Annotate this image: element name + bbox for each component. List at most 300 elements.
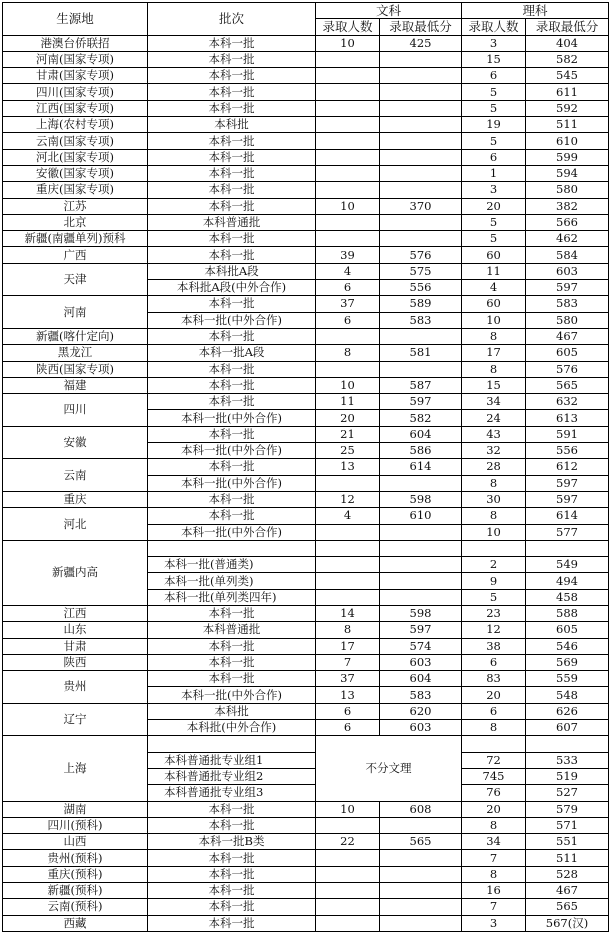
- batch-cell: 本科一批(单列类四年): [148, 589, 316, 605]
- science-min-cell: 467: [526, 883, 609, 899]
- liberal-min-cell: 597: [380, 394, 462, 410]
- science-min-cell: 569: [526, 654, 609, 670]
- liberal-min-cell: 556: [380, 280, 462, 296]
- batch-cell: 本科一批(中外合作): [148, 443, 316, 459]
- science-min-cell: 527: [526, 785, 609, 801]
- table-row: [3, 540, 609, 556]
- science-count-cell: [462, 736, 526, 752]
- table-row: [3, 165, 609, 181]
- liberal-count-cell: [316, 133, 380, 149]
- science-count-cell: 8: [462, 508, 526, 524]
- liberal-count-cell: 13: [316, 459, 380, 475]
- science-count-cell: 8: [462, 361, 526, 377]
- batch-cell: 本科批A段: [148, 263, 316, 279]
- liberal-min-cell: 598: [380, 491, 462, 507]
- liberal-count-cell: [316, 231, 380, 247]
- liberal-min-cell: [380, 850, 462, 866]
- table-row: [3, 345, 609, 361]
- region-cell: 新疆(南疆单列)预科: [3, 231, 148, 247]
- batch-cell: 本科普通批专业组1: [148, 752, 316, 768]
- region-cell: 云南(国家专项): [3, 133, 148, 149]
- region-cell: 重庆: [3, 491, 148, 507]
- liberal-count-cell: 8: [316, 622, 380, 638]
- science-min-cell: 494: [526, 573, 609, 589]
- liberal-min-cell: [380, 165, 462, 181]
- science-min-cell: 594: [526, 165, 609, 181]
- batch-cell: 本科一批: [148, 671, 316, 687]
- liberal-count-cell: 21: [316, 426, 380, 442]
- science-count-cell: 15: [462, 377, 526, 393]
- science-count-cell: 9: [462, 573, 526, 589]
- science-count-cell: 1: [462, 165, 526, 181]
- table-row: [3, 231, 609, 247]
- batch-cell: 本科一批: [148, 35, 316, 51]
- science-count-cell: 60: [462, 296, 526, 312]
- science-count-cell: 8: [462, 720, 526, 736]
- science-min-cell: 580: [526, 312, 609, 328]
- region-cell: 港澳台侨联招: [3, 35, 148, 51]
- batch-cell: 本科普通批专业组3: [148, 785, 316, 801]
- region-cell: 河南: [3, 296, 148, 329]
- science-count-cell: 8: [462, 817, 526, 833]
- liberal-min-cell: 576: [380, 247, 462, 263]
- liberal-min-cell: [380, 524, 462, 540]
- liberal-min-cell: [380, 51, 462, 67]
- liberal-min-cell: [380, 231, 462, 247]
- liberal-count-cell: [316, 850, 380, 866]
- table-body: [3, 35, 609, 931]
- batch-cell: 本科一批: [148, 850, 316, 866]
- science-count-cell: 6: [462, 654, 526, 670]
- liberal-count-cell: 13: [316, 687, 380, 703]
- liberal-count-cell: 10: [316, 198, 380, 214]
- batch-cell: 本科一批: [148, 866, 316, 882]
- science-min-cell: [526, 736, 609, 752]
- science-min-cell: 583: [526, 296, 609, 312]
- science-count-cell: 20: [462, 687, 526, 703]
- science-min-cell: 467: [526, 328, 609, 344]
- region-cell: 黑龙江: [3, 345, 148, 361]
- liberal-min-cell: 603: [380, 720, 462, 736]
- region-cell: 新疆(喀什定向): [3, 328, 148, 344]
- region-cell: 重庆(国家专项): [3, 182, 148, 198]
- region-cell: 广西: [3, 247, 148, 263]
- table-row: [3, 68, 609, 84]
- batch-cell: 本科一批: [148, 377, 316, 393]
- region-cell: 甘肃: [3, 638, 148, 654]
- liberal-count-cell: 8: [316, 345, 380, 361]
- liberal-count-cell: [316, 899, 380, 915]
- batch-cell: 本科一批: [148, 801, 316, 817]
- science-count-cell: 7: [462, 899, 526, 915]
- batch-cell: 本科一批(中外合作): [148, 524, 316, 540]
- region-cell: 陕西(国家专项): [3, 361, 148, 377]
- table-row: [3, 638, 609, 654]
- table-row: [3, 899, 609, 915]
- liberal-count-cell: [316, 817, 380, 833]
- science-min-cell: 605: [526, 622, 609, 638]
- header-row-top: [3, 3, 609, 19]
- science-min-cell: 458: [526, 589, 609, 605]
- science-count-cell: 6: [462, 703, 526, 719]
- table-row: [3, 605, 609, 621]
- liberal-min-cell: 575: [380, 263, 462, 279]
- batch-cell: 本科批: [148, 117, 316, 133]
- table-row: [3, 377, 609, 393]
- table-row: [3, 198, 609, 214]
- batch-cell: 本科一批: [148, 654, 316, 670]
- liberal-count-cell: [316, 573, 380, 589]
- science-min-cell: 382: [526, 198, 609, 214]
- batch-cell: 本科一批: [148, 394, 316, 410]
- science-min-cell: 511: [526, 117, 609, 133]
- batch-cell: 本科一批: [148, 198, 316, 214]
- liberal-min-cell: 614: [380, 459, 462, 475]
- liberal-count-cell: [316, 589, 380, 605]
- liberal-min-cell: 604: [380, 671, 462, 687]
- science-min-cell: 599: [526, 149, 609, 165]
- liberal-min-cell: 370: [380, 198, 462, 214]
- science-count-cell: 10: [462, 312, 526, 328]
- table-row: [3, 508, 609, 524]
- liberal-count-cell: [316, 84, 380, 100]
- liberal-min-cell: [380, 573, 462, 589]
- table-row: [3, 883, 609, 899]
- table-row: [3, 736, 609, 752]
- header-science: 理科: [462, 3, 609, 19]
- science-count-cell: 3: [462, 182, 526, 198]
- science-count-cell: 745: [462, 768, 526, 784]
- liberal-count-cell: 37: [316, 296, 380, 312]
- science-min-cell: 404: [526, 35, 609, 51]
- batch-cell: 本科一批: [148, 459, 316, 475]
- science-count-cell: 38: [462, 638, 526, 654]
- science-count-cell: 19: [462, 117, 526, 133]
- table-row: [3, 100, 609, 116]
- region-cell: 云南: [3, 459, 148, 492]
- liberal-count-cell: 6: [316, 280, 380, 296]
- science-min-cell: 565: [526, 899, 609, 915]
- science-count-cell: 4: [462, 280, 526, 296]
- region-cell: 上海: [3, 736, 148, 801]
- table-row: [3, 671, 609, 687]
- batch-cell: 本科一批B类: [148, 834, 316, 850]
- liberal-min-cell: [380, 589, 462, 605]
- liberal-min-cell: [380, 117, 462, 133]
- liberal-min-cell: [380, 68, 462, 84]
- liberal-count-cell: 20: [316, 410, 380, 426]
- science-min-cell: 559: [526, 671, 609, 687]
- liberal-count-cell: [316, 165, 380, 181]
- science-count-cell: 83: [462, 671, 526, 687]
- batch-cell: 本科普通批专业组2: [148, 768, 316, 784]
- liberal-count-cell: [316, 883, 380, 899]
- liberal-min-cell: [380, 149, 462, 165]
- science-count-cell: 8: [462, 866, 526, 882]
- science-count-cell: 72: [462, 752, 526, 768]
- liberal-count-cell: 11: [316, 394, 380, 410]
- science-count-cell: 43: [462, 426, 526, 442]
- table-row: [3, 35, 609, 51]
- batch-cell: 本科一批: [148, 51, 316, 67]
- liberal-min-cell: 604: [380, 426, 462, 442]
- region-cell: 山东: [3, 622, 148, 638]
- science-count-cell: 16: [462, 883, 526, 899]
- science-min-cell: 626: [526, 703, 609, 719]
- science-min-cell: 551: [526, 834, 609, 850]
- science-min-cell: 632: [526, 394, 609, 410]
- science-min-cell: 592: [526, 100, 609, 116]
- science-min-cell: 588: [526, 605, 609, 621]
- science-min-cell: 565: [526, 377, 609, 393]
- liberal-count-cell: [316, 475, 380, 491]
- liberal-count-cell: [316, 866, 380, 882]
- batch-cell: 本科一批: [148, 899, 316, 915]
- science-count-cell: 23: [462, 605, 526, 621]
- region-cell: 江苏: [3, 198, 148, 214]
- liberal-min-cell: [380, 866, 462, 882]
- region-cell: 上海(农村专项): [3, 117, 148, 133]
- liberal-min-cell: [380, 899, 462, 915]
- liberal-count-cell: 6: [316, 312, 380, 328]
- region-cell: 天津: [3, 263, 148, 296]
- header-liberal-count: 录取人数: [316, 19, 380, 35]
- liberal-count-cell: [316, 68, 380, 84]
- table-row: [3, 866, 609, 882]
- science-count-cell: 60: [462, 247, 526, 263]
- table-row: [3, 834, 609, 850]
- region-cell: 贵州: [3, 671, 148, 704]
- liberal-count-cell: [316, 328, 380, 344]
- liberal-min-cell: [380, 361, 462, 377]
- batch-cell: 本科一批: [148, 883, 316, 899]
- science-count-cell: 30: [462, 491, 526, 507]
- science-count-cell: 34: [462, 394, 526, 410]
- region-cell: 河南(国家专项): [3, 51, 148, 67]
- batch-cell: 本科一批: [148, 817, 316, 833]
- science-min-cell: 545: [526, 68, 609, 84]
- table-row: [3, 328, 609, 344]
- liberal-min-cell: 597: [380, 622, 462, 638]
- batch-cell: 本科一批: [148, 68, 316, 84]
- liberal-min-cell: [380, 84, 462, 100]
- table-row: [3, 182, 609, 198]
- liberal-min-cell: [380, 557, 462, 573]
- liberal-count-cell: 17: [316, 638, 380, 654]
- batch-cell: 本科一批: [148, 361, 316, 377]
- liberal-count-cell: 10: [316, 801, 380, 817]
- science-min-cell: 607: [526, 720, 609, 736]
- region-cell: 新疆(预科): [3, 883, 148, 899]
- region-cell: 四川(预科): [3, 817, 148, 833]
- region-cell: 江西: [3, 605, 148, 621]
- liberal-min-cell: 608: [380, 801, 462, 817]
- liberal-count-cell: [316, 524, 380, 540]
- liberal-min-cell: 583: [380, 312, 462, 328]
- liberal-min-cell: 586: [380, 443, 462, 459]
- batch-cell: 本科一批(中外合作): [148, 475, 316, 491]
- region-cell: 北京: [3, 214, 148, 230]
- header-science-count: 录取人数: [462, 19, 526, 35]
- region-cell: 河北(国家专项): [3, 149, 148, 165]
- table-row: [3, 622, 609, 638]
- table-row: [3, 915, 609, 931]
- batch-cell: 本科一批: [148, 182, 316, 198]
- science-min-cell: 580: [526, 182, 609, 198]
- liberal-min-cell: 565: [380, 834, 462, 850]
- liberal-count-cell: 10: [316, 35, 380, 51]
- liberal-count-cell: [316, 149, 380, 165]
- region-cell: 河北: [3, 508, 148, 541]
- science-count-cell: 28: [462, 459, 526, 475]
- science-count-cell: 12: [462, 622, 526, 638]
- batch-cell: 本科一批: [148, 100, 316, 116]
- science-count-cell: 5: [462, 589, 526, 605]
- batch-cell: 本科一批: [148, 84, 316, 100]
- science-count-cell: 34: [462, 834, 526, 850]
- science-min-cell: 612: [526, 459, 609, 475]
- science-count-cell: 3: [462, 915, 526, 931]
- liberal-count-cell: [316, 361, 380, 377]
- table-row: [3, 801, 609, 817]
- batch-cell: 本科一批A段: [148, 345, 316, 361]
- science-count-cell: 5: [462, 133, 526, 149]
- liberal-count-cell: [316, 557, 380, 573]
- liberal-min-cell: 587: [380, 377, 462, 393]
- science-min-cell: 614: [526, 508, 609, 524]
- liberal-count-cell: 37: [316, 671, 380, 687]
- liberal-count-cell: [316, 117, 380, 133]
- liberal-min-cell: [380, 133, 462, 149]
- region-cell: 西藏: [3, 915, 148, 931]
- science-min-cell: 576: [526, 361, 609, 377]
- header-liberal-min: 录取最低分: [380, 19, 462, 35]
- liberal-min-cell: [380, 540, 462, 556]
- science-min-cell: 548: [526, 687, 609, 703]
- liberal-count-cell: [316, 100, 380, 116]
- science-count-cell: 76: [462, 785, 526, 801]
- admission-table-container: [2, 2, 609, 932]
- batch-cell: 本科一批: [148, 426, 316, 442]
- science-count-cell: 32: [462, 443, 526, 459]
- table-row: [3, 214, 609, 230]
- science-count-cell: 6: [462, 68, 526, 84]
- batch-cell: [148, 736, 316, 752]
- region-cell: 新疆内高: [3, 540, 148, 605]
- batch-cell: 本科批A段(中外合作): [148, 280, 316, 296]
- region-cell: 云南(预科): [3, 899, 148, 915]
- liberal-min-cell: 582: [380, 410, 462, 426]
- science-count-cell: 17: [462, 345, 526, 361]
- region-cell: 四川: [3, 394, 148, 427]
- table-row: [3, 51, 609, 67]
- liberal-min-cell: 425: [380, 35, 462, 51]
- header-liberal-arts: 文科: [316, 3, 462, 19]
- science-min-cell: 597: [526, 280, 609, 296]
- batch-cell: 本科一批: [148, 605, 316, 621]
- science-count-cell: 11: [462, 263, 526, 279]
- science-count-cell: 5: [462, 84, 526, 100]
- science-min-cell: 582: [526, 51, 609, 67]
- batch-cell: 本科一批(中外合作): [148, 687, 316, 703]
- table-row: [3, 394, 609, 410]
- science-min-cell: 571: [526, 817, 609, 833]
- liberal-count-cell: 6: [316, 720, 380, 736]
- table-row: [3, 84, 609, 100]
- batch-cell: 本科批: [148, 703, 316, 719]
- science-min-cell: 566: [526, 214, 609, 230]
- liberal-min-cell: 610: [380, 508, 462, 524]
- science-min-cell: 549: [526, 557, 609, 573]
- header-region: 生源地: [3, 3, 148, 36]
- header-batch: 批次: [148, 3, 316, 36]
- science-count-cell: 20: [462, 198, 526, 214]
- science-count-cell: 8: [462, 328, 526, 344]
- batch-cell: 本科普通批: [148, 214, 316, 230]
- liberal-count-cell: [316, 51, 380, 67]
- liberal-count-cell: 4: [316, 508, 380, 524]
- admission-score-table: [2, 2, 609, 932]
- liberal-count-cell: 10: [316, 377, 380, 393]
- science-min-cell: [526, 540, 609, 556]
- science-min-cell: 584: [526, 247, 609, 263]
- liberal-min-cell: [380, 182, 462, 198]
- batch-cell: 本科一批: [148, 491, 316, 507]
- science-min-cell: 533: [526, 752, 609, 768]
- science-min-cell: 579: [526, 801, 609, 817]
- table-row: [3, 654, 609, 670]
- batch-cell: 本科一批(中外合作): [148, 410, 316, 426]
- table-row: [3, 817, 609, 833]
- region-cell: 辽宁: [3, 703, 148, 736]
- region-cell: 重庆(预科): [3, 866, 148, 882]
- liberal-count-cell: [316, 915, 380, 931]
- region-cell: 安徽: [3, 426, 148, 459]
- science-count-cell: 8: [462, 475, 526, 491]
- table-row: [3, 426, 609, 442]
- science-min-cell: 591: [526, 426, 609, 442]
- liberal-min-cell: [380, 328, 462, 344]
- liberal-min-cell: 583: [380, 687, 462, 703]
- science-min-cell: 605: [526, 345, 609, 361]
- batch-cell: 本科一批: [148, 165, 316, 181]
- batch-cell: 本科一批: [148, 133, 316, 149]
- liberal-count-cell: [316, 540, 380, 556]
- science-min-cell: 546: [526, 638, 609, 654]
- table-row: [3, 133, 609, 149]
- batch-cell: 本科一批(中外合作): [148, 312, 316, 328]
- science-min-cell: 613: [526, 410, 609, 426]
- science-count-cell: 20: [462, 801, 526, 817]
- region-cell: 陕西: [3, 654, 148, 670]
- batch-cell: 本科一批: [148, 149, 316, 165]
- liberal-count-cell: 25: [316, 443, 380, 459]
- science-min-cell: 519: [526, 768, 609, 784]
- batch-cell: 本科一批: [148, 508, 316, 524]
- science-count-cell: 5: [462, 214, 526, 230]
- liberal-min-cell: [380, 100, 462, 116]
- science-min-cell: 528: [526, 866, 609, 882]
- liberal-min-cell: 574: [380, 638, 462, 654]
- science-count-cell: 2: [462, 557, 526, 573]
- liberal-count-cell: 6: [316, 703, 380, 719]
- region-cell: 江西(国家专项): [3, 100, 148, 116]
- table-row: [3, 263, 609, 279]
- batch-cell: 本科一批(单列类): [148, 573, 316, 589]
- liberal-count-cell: 4: [316, 263, 380, 279]
- table-row: [3, 459, 609, 475]
- table-row: [3, 247, 609, 263]
